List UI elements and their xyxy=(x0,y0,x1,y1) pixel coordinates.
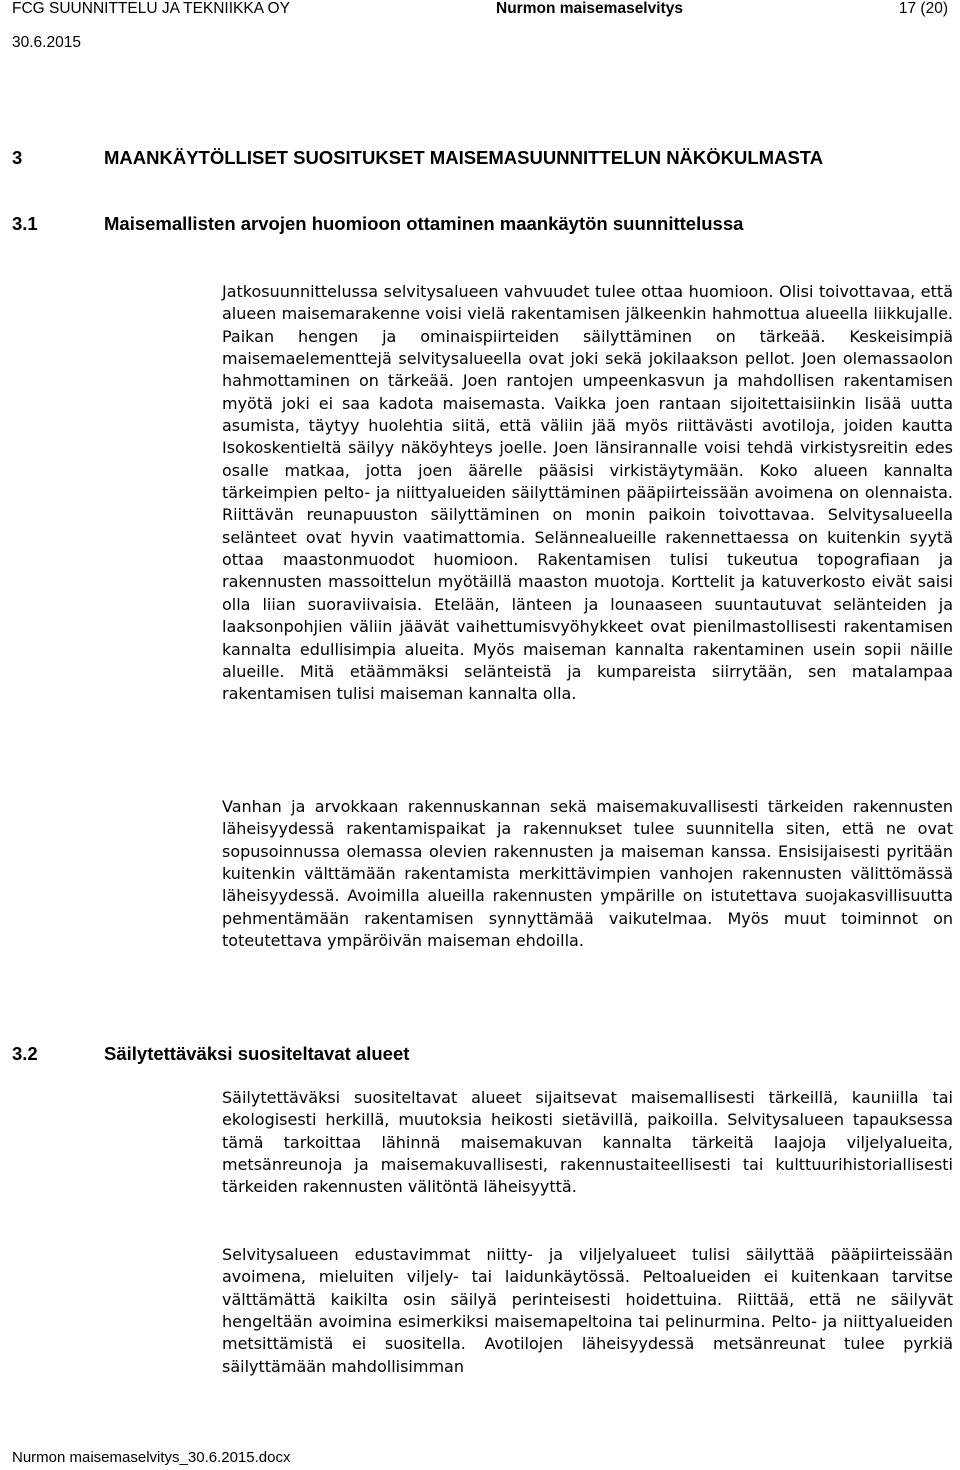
body-paragraph: Selvitysalueen edustavimmat niitty- ja viljelyalueet tulisi säilyttää pääpiirteissään avoimena, mieluiten viljely- tai laidunkäytössä. Peltoalueiden ei kuitenkaan tarvitse välttämättä kaikilta osin säilyä perinteisesti hoidettuina. Riittää, että ne säilyvät hengeltään avoimina esimerkiksi maisemapeltoina tai pelinurmina. Pelto- ja niittyalueiden metsittämistä ei suositella. Avotilojen läheisyydessä metsänreunat tulee pyrkiä säilyttämään mahdollisimman xyxy=(222,1245,953,1376)
section-heading-3-1 xyxy=(12,212,932,235)
section-number: 3 xyxy=(12,147,23,168)
header-document-title: Nurmon maisemaselvitys xyxy=(496,0,683,17)
header-date: 30.6.2015 xyxy=(12,34,81,51)
section-title: Säilytettäväksi suositeltavat alueet xyxy=(104,1043,410,1064)
page-header xyxy=(12,0,948,20)
section-number: 3.2 xyxy=(12,1043,38,1064)
header-page-number: 17 (20) xyxy=(898,0,948,17)
section-number: 3.1 xyxy=(12,213,38,234)
section-title: MAANKÄYTÖLLISET SUOSITUKSET MAISEMASUUNNITTELUN NÄKÖKULMASTA xyxy=(104,147,824,168)
header-company: FCG SUUNNITTELU JA TEKNIIKKA OY xyxy=(12,0,290,17)
section-heading-3 xyxy=(12,146,932,169)
body-paragraph: Jatkosuunnittelussa selvitysalueen vahvuudet tulee ottaa huomioon. Olisi toivottavaa, että alueen maisemarakenne voisi vielä rakentamisen jälkeenkin hahmottua alueella liikkujalle. Paikan hengen ja ominaispiirteiden säilyttäminen on tärkeää. Keskeisimpiä maisemaelementtejä selvitysalueella ovat joki sekä jokilaakson pellot. Joen olemassaolon hahmottaminen on tärkeää. Joen rantojen umpeenkasvun ja mahdollisen rakentamisen myötä joki ei saa kadota maisemasta. Vaikka joen rantaan sijoitettaisiinkin lisää uutta asumista, täytyy huolehtia siitä, että väliin jää myös riittävästi avotiloja, joiden kautta Isokoskentieltä säilyy näköyhteys joelle. Joen länsirannalle voisi tehdä virkistysreitin edes osalle matkaa, jotta joen äärelle pääsisi virkistäytymään. Koko alueen kannalta tärkeimpien pelto- ja niittyalueiden säilyttäminen pääpiirteissään avoimena on olennaista. Riittävän reunapuuston säilyttäminen on monin paikoin toivottavaa. Selvitysalueella selänteet ovat hyvin vaatimattomia. Selännealueille rakennettaessa on kuitenkin syytä ottaa maastonmuodot huomioon. Rakentamisen tulisi tukeutua topografiaan ja rakennusten massoittelun myötäillä maaston muotoja. Korttelit ja katuverkosto eivät saisi olla liian suoraviivaisia. Etelään, länteen ja lounaaseen suuntautuvat selänteiden ja laaksonpohjien väliin jäävät vaihettumisvyöhykkeet ovat pienilmastollisesti rakentamisen kannalta edullisimpia alueita. Myös maiseman kannalta rakentaminen usein sopii näille alueille. Mitä etäämmäksi selänteistä ja kumpareista siirrytään, sen matalampaa rakentamisen tulisi maiseman kannalta olla. xyxy=(222,282,953,704)
section-title: Maisemallisten arvojen huomioon ottaminen maankäytön suunnittelussa xyxy=(104,213,744,234)
page-footer-filename: Nurmon maisemaselvitys_30.6.2015.docx xyxy=(12,1449,291,1466)
body-paragraph: Säilytettäväksi suositeltavat alueet sijaitsevat maisemallisesti tärkeillä, kauniilla tai ekologisesti herkillä, muutoksia heikosti sietävillä, paikoilla. Selvitysalueen tapauksessa tämä tarkoittaa lähinnä maisemakuvan kannalta tärkeitä laajoja viljelyalueita, metsänreunoja ja maisemakuvallisesti, rakennustaiteellisesti tai kulttuurihistoriallisesti tärkeiden rakennusten välitöntä läheisyyttä. xyxy=(222,1088,953,1197)
section-heading-3-2 xyxy=(12,1042,932,1065)
body-paragraph: Vanhan ja arvokkaan rakennuskannan sekä maisemakuvallisesti tärkeiden rakennusten läheisyydessä rakentamispaikat ja rakennukset tulee suunnitella siten, että ne ovat sopusoinnussa olemassa olevien rakennusten ja maiseman kanssa. Ensisijaisesti pyritään kuitenkin välttämään rakentamista merkittävimpien vanhojen rakennusten välittömässä läheisyydessä. Avoimilla alueilla rakennusten ympärille on istutettava suojakasvillisuutta pehmentämään rakentamisen synnyttämää vaikutelmaa. Myös muut toiminnot on toteutettava ympäröivän maiseman ehdoilla. xyxy=(222,797,953,951)
